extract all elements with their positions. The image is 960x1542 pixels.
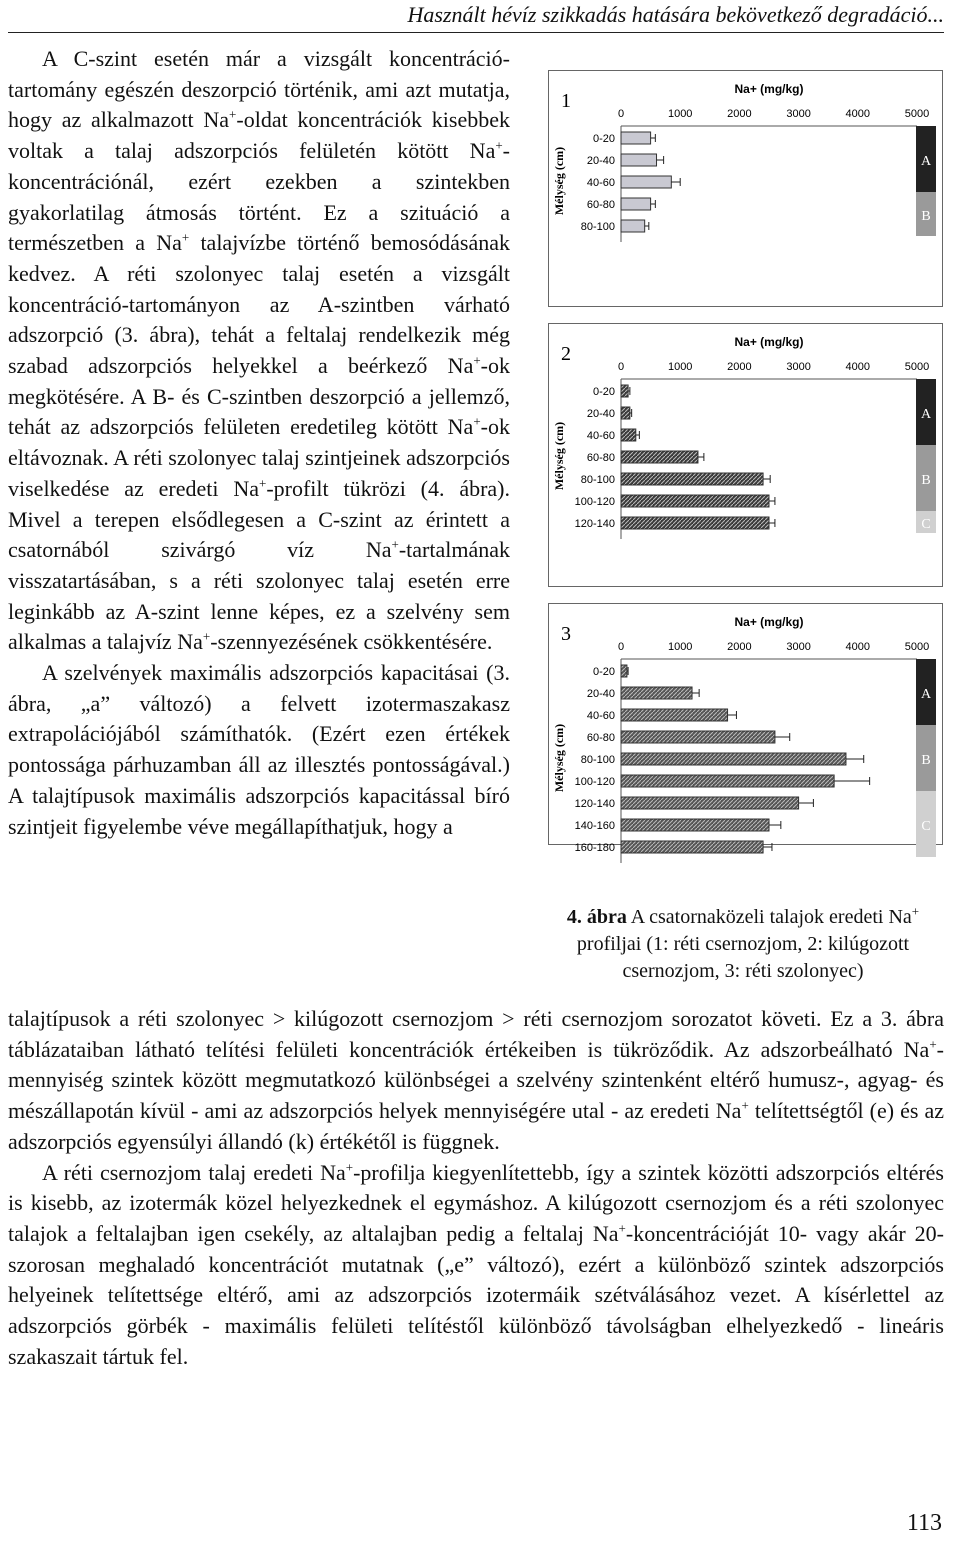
body-paragraph (8, 658, 510, 842)
chart-title: Na+ (mg/kg) (734, 615, 804, 629)
x-tick-label: 1000 (667, 361, 693, 373)
y-tick-label: 160-180 (574, 842, 615, 854)
y-axis-label: Mélység (cm) (552, 146, 566, 216)
x-tick-label: 2000 (727, 108, 752, 120)
y-tick-label: 80-100 (580, 221, 615, 233)
x-tick-label: 3000 (786, 361, 811, 373)
caption-sup: + (911, 903, 920, 919)
x-tick-label: 2000 (727, 361, 752, 373)
text-run: A réti csernozjom talaj eredeti Na (42, 1159, 346, 1185)
text-run: -profilja kiegyenlítettebb, így a szintek közötti adszorpciós eltérés is kisebb, az izotermák közel helyezkednek el egymáshoz. A kilúgozott csernozjom és a réti szolonyec talajok a feltalajban igen csekély, az altalajban pedig a feltalaj Na (8, 1159, 944, 1246)
text-run: -oldat koncentrációk kisebbek voltak a talaj adszorpciós felületén kötött Na (8, 107, 510, 164)
horizon-label: A (920, 687, 932, 702)
page-number: 113 (906, 1510, 942, 1536)
bar (621, 385, 628, 397)
y-tick-label: 20-40 (586, 408, 615, 420)
chart-panel-3 (548, 603, 943, 854)
x-tick-label: 1000 (667, 641, 693, 653)
bar (621, 819, 769, 831)
text-run: -ok megkötésére. A B- és C-szintben deszorpció a jellemző, tehát az adszorpciós felületen eredetileg kötött Na (8, 353, 510, 440)
running-header: Használt hévíz szikkadás hatására bekövetkező degradáció... (407, 2, 944, 27)
x-tick-label: 5000 (904, 361, 930, 373)
bar (621, 132, 651, 144)
bar (621, 220, 645, 232)
x-tick-label: 5000 (904, 641, 930, 653)
chart-3-svg (549, 604, 942, 854)
x-tick-label: 3000 (786, 108, 811, 120)
chart-title: Na+ (mg/kg) (734, 335, 804, 349)
bar (621, 176, 671, 188)
x-tick-label: 0 (617, 641, 625, 653)
text-run: telítettségtől (e) és az adszorpciós egyensúlyi állandó (k) értékétől is függnek. (8, 1098, 944, 1154)
text-run: talajtípusok a réti szolonyec > kilúgozott csernozjom > réti csernozjom sorozatot követi. Ez a 3. ábra táblázataiban látható telítési felületi koncentrációk értékeiben is tükröződik. Az adszorbeálható Na (8, 1006, 944, 1062)
figure-caption (540, 904, 946, 985)
y-tick-label: 20-40 (586, 688, 615, 700)
figure-4 (548, 70, 948, 861)
horizon-label: A (920, 407, 932, 422)
superscript: + (495, 137, 503, 153)
bar (621, 797, 799, 809)
body-paragraph (8, 1004, 944, 1158)
panel-number: 2 (561, 343, 571, 365)
y-tick-label: 80-100 (580, 474, 615, 486)
bar (621, 495, 769, 507)
y-tick-label: 140-160 (574, 820, 615, 832)
y-tick-label: 60-80 (586, 452, 615, 464)
left-column (8, 44, 510, 842)
bar (621, 517, 769, 529)
superscript: + (258, 475, 267, 491)
text-run: -mennyiség szintek között megmutatkozó különbségei a szelvény szintenként eltérő humusz-, agyag- és mészállapotán kívül - ami az adszorpciós helyek mennyiségére utal - az eredeti Na (8, 1036, 944, 1124)
y-axis-label: Mélység (cm) (552, 421, 566, 491)
bar (621, 473, 763, 485)
superscript: + (229, 107, 237, 123)
y-tick-label: 80-100 (580, 754, 615, 766)
bar (621, 198, 651, 210)
x-tick-label: 5000 (904, 108, 930, 120)
y-tick-label: 20-40 (586, 155, 615, 167)
x-tick-label: 4000 (845, 641, 871, 653)
y-tick-label: 100-120 (574, 496, 615, 508)
y-tick-label: 100-120 (574, 776, 615, 788)
text-run: -koncentrációját 10- vagy akár 20-szorosan meghaladó koncentrációt mutatnak („e” változó), ezért a különböző szintek adszorpciós helyeinek telítettsége eltérő, ami az adszorpciós izotermáik szétválásához vezet. A kísérlettel az adszorpciós görbék - maximális felületi telítéstől különböző távolságban elhelyezkedő - lineáris szakaszait tártuk fel. (8, 1220, 944, 1369)
y-axis-label: Mélység (cm) (552, 723, 566, 793)
x-tick-label: 4000 (845, 108, 871, 120)
text-run: talajvízbe történő bemosódásának kedvez. A réti szolonyec talaj esetén a vizsgált koncentráció-tartományon az A-szintben várható adszorpció (3. ábra), tehát a feltalaj rendelkezik még szabad adszorpciós helyekkel a beérkező Na (8, 230, 510, 379)
header-rule (8, 32, 944, 33)
bar (621, 451, 698, 463)
horizon-label: C (921, 819, 931, 834)
x-tick-label: 1000 (667, 108, 693, 120)
body-paragraph (8, 1158, 944, 1373)
horizon-label: C (921, 517, 931, 532)
chart-panel-1 (548, 70, 943, 307)
y-tick-label: 0-20 (592, 386, 615, 398)
bar (621, 687, 692, 699)
y-tick-label: 40-60 (586, 430, 615, 442)
caption-text-pre: A csatornaközeli talajok eredeti Na (626, 906, 912, 928)
bar (621, 709, 728, 721)
bar (621, 429, 636, 441)
horizon-label: A (920, 154, 932, 169)
superscript: + (618, 1220, 626, 1236)
superscript: + (473, 414, 481, 430)
superscript: + (202, 629, 211, 645)
bar (621, 154, 657, 166)
bar (621, 665, 627, 677)
y-tick-label: 0-20 (592, 133, 615, 145)
text-run: A C-szint esetén már a vizsgált koncentráció-tartomány egészén deszorpció történik, ami azt mutatja, hogy az alkalmazott Na (8, 46, 510, 133)
y-tick-label: 0-20 (592, 666, 615, 678)
x-tick-label: 0 (617, 361, 625, 373)
bar (621, 731, 775, 743)
y-tick-label: 40-60 (586, 710, 615, 722)
chart-title: Na+ (mg/kg) (734, 82, 804, 96)
chart-1-svg (549, 71, 942, 306)
superscript: + (181, 229, 190, 245)
x-tick-label: 0 (617, 108, 625, 120)
y-tick-label: 60-80 (586, 732, 615, 744)
y-tick-label: 120-140 (574, 798, 615, 810)
bar (621, 407, 630, 419)
text-run: -szennyezésének csökkentésére. (210, 629, 493, 655)
text-run: -koncentrációnál, ezért ezekben a szintekben gyakorlatilag átmosás történt. Ez a szituáció a természetben a Na (8, 138, 510, 256)
body-paragraph (8, 44, 510, 658)
caption-label: 4. ábra (566, 906, 627, 928)
full-width-text (8, 1004, 944, 1372)
text-run: -tartalmának visszatartásában, s a réti szolonyec talaj esetén erre leginkább az A-szint lenne képes, ez a szelvény sem alkalmas a talajvíz Na (8, 537, 510, 655)
y-tick-label: 120-140 (574, 518, 615, 530)
horizon-label: B (921, 209, 931, 224)
text-run: -ok eltávoznak. A réti szolonyec talaj szintjeinek adszorpciós viselkedése az eredeti Na (8, 414, 510, 501)
y-tick-label: 60-80 (586, 199, 615, 211)
bar (621, 841, 763, 853)
superscript: + (473, 352, 481, 368)
x-tick-label: 3000 (786, 641, 811, 653)
y-tick-label: 40-60 (586, 177, 615, 189)
text-run: -profilt tükrözi (4. ábra). Mivel a terepen elsődlegesen a C-szint az érintett a csatornából szivárgó víz Na (8, 475, 511, 563)
superscript: + (741, 1097, 749, 1113)
chart-2-svg (549, 324, 942, 586)
text-run: A szelvények maximális adszorpciós kapacitásai (3. ábra, „a” változó) a felvett izotermaszakasz extrapolációjából számíthatók. (Ezért ezen értékek pontossága párhuzamban áll az illesztés pontosságával.) A talajtípusok maximális adszorpciós kapacitással bíró szintjeit figyelembe véve megállapíthatjuk, hogy a (8, 660, 510, 839)
horizon-label: B (921, 473, 931, 488)
caption-text-post: profiljai (1: réti csernozjom, 2: kilúgozott csernozjom, 3: réti szolonyec) (576, 933, 910, 982)
superscript: + (391, 536, 399, 552)
chart-panel-2 (548, 323, 943, 587)
panel-number: 1 (561, 90, 571, 112)
superscript: + (345, 1159, 354, 1175)
x-tick-label: 4000 (845, 361, 871, 373)
superscript: + (929, 1036, 937, 1052)
horizon-label: B (921, 753, 931, 768)
bar (621, 753, 846, 765)
bar (621, 775, 834, 787)
x-tick-label: 2000 (727, 641, 752, 653)
panel-number: 3 (561, 623, 571, 645)
